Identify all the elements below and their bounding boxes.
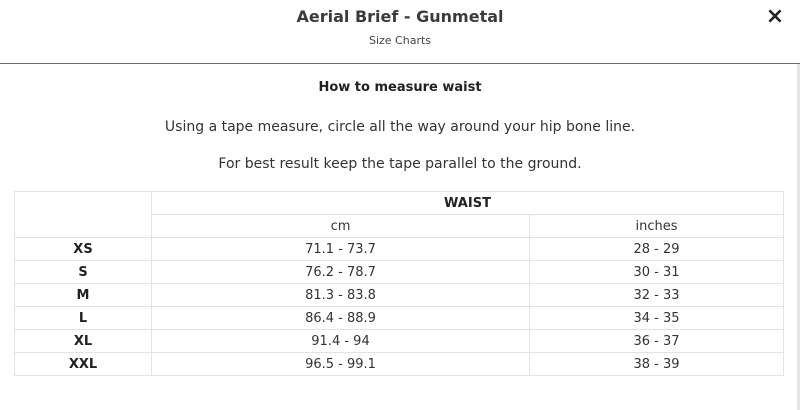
table-row xyxy=(15,330,784,353)
inches-value: 30 - 31 xyxy=(530,261,784,284)
cm-value: 91.4 - 94 xyxy=(152,330,530,353)
table-row xyxy=(15,238,784,261)
measure-heading: How to measure waist xyxy=(318,80,482,95)
size-label: M xyxy=(15,284,152,307)
cm-value: 96.5 - 99.1 xyxy=(152,353,530,376)
size-label: L xyxy=(15,307,152,330)
inches-value: 32 - 33 xyxy=(530,284,784,307)
table-header-row xyxy=(15,192,784,215)
cm-value: 71.1 - 73.7 xyxy=(152,238,530,261)
inches-value: 36 - 37 xyxy=(530,330,784,353)
table-row xyxy=(15,353,784,376)
size-label: S xyxy=(15,261,152,284)
instruction-line-1: Using a tape measure, circle all the way around your hip bone line. xyxy=(164,119,636,135)
table-row xyxy=(15,261,784,284)
modal-title: Aerial Brief - Gunmetal xyxy=(296,7,504,26)
modal-header xyxy=(0,0,800,64)
cm-value: 81.3 - 83.8 xyxy=(152,284,530,307)
size-label: XXL xyxy=(15,353,152,376)
size-label: XS xyxy=(15,238,152,261)
instruction-line-2: For best result keep the tape parallel to the ground. xyxy=(218,156,582,172)
inches-value: 28 - 29 xyxy=(530,238,784,261)
unit-cm-header: cm xyxy=(152,215,530,238)
size-label: XL xyxy=(15,330,152,353)
close-icon[interactable]: × xyxy=(765,4,785,29)
table-row xyxy=(15,307,784,330)
size-header-cell xyxy=(15,192,152,238)
unit-inches-header: inches xyxy=(530,215,784,238)
inches-value: 34 - 35 xyxy=(530,307,784,330)
table-row xyxy=(15,284,784,307)
inches-value: 38 - 39 xyxy=(530,353,784,376)
waist-header: WAIST xyxy=(152,192,784,215)
cm-value: 76.2 - 78.7 xyxy=(152,261,530,284)
cm-value: 86.4 - 88.9 xyxy=(152,307,530,330)
modal-subtitle: Size Charts xyxy=(368,34,432,47)
size-chart-table xyxy=(14,191,784,376)
